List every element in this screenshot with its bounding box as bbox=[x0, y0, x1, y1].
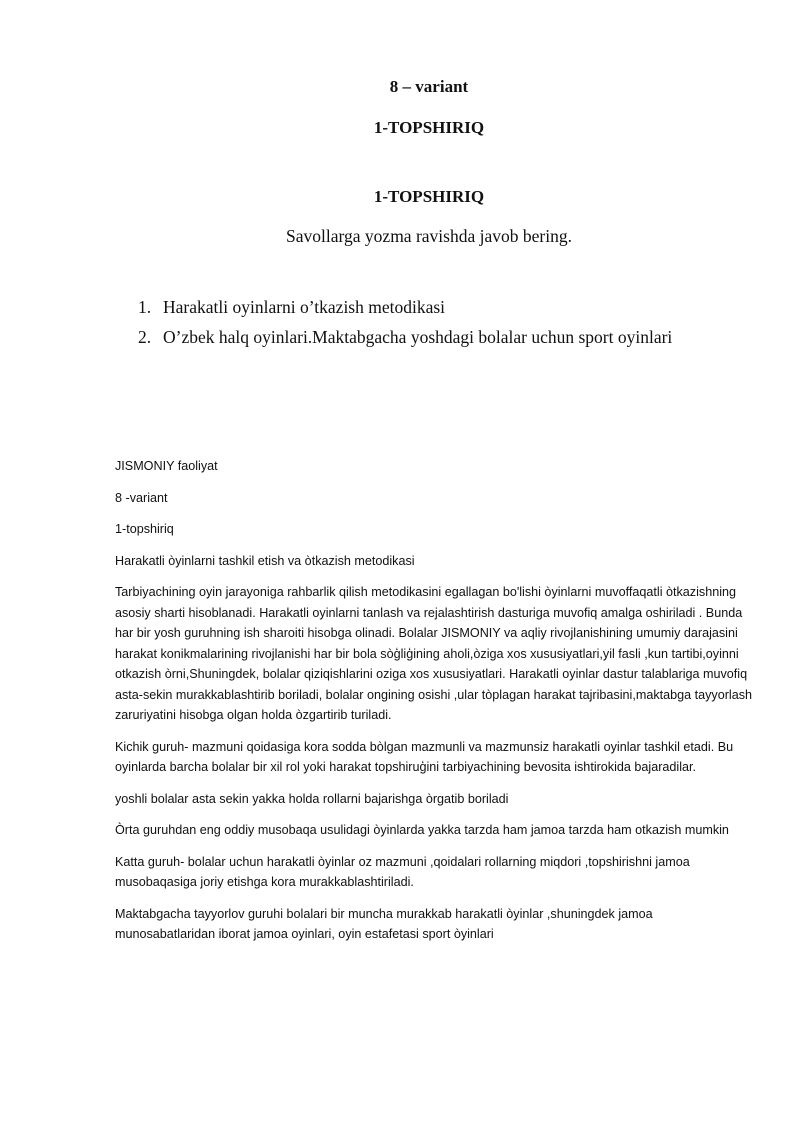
answer-body bbox=[115, 456, 755, 956]
task-title: 1-TOPSHIRIQ bbox=[373, 118, 485, 137]
paragraph: Òrta guruhdan eng oddiy musobaqa usulidagi òyinlarda yakka tarzda ham jamoa tarzda ham otkazish mumkin bbox=[115, 823, 729, 837]
question-list bbox=[138, 294, 672, 354]
paragraph: yoshli bolalar asta sekin yakka holda rollarni bajarishga òrgatib boriladi bbox=[115, 791, 509, 806]
instruction-text: Savollarga yozma ravishda javob bering. bbox=[286, 226, 572, 246]
task-line: 1-topshiriq bbox=[115, 522, 174, 536]
paragraph: Kichik guruh- mazmuni qoidasiga kora sodda bòlgan mazmunli va mazmunsiz harakatli oyinlar tashkil etadi. Bu oyinlarda barcha bolalar bir xil rol yoki harakat topshiruģini tarbiyachining bevosita ishtirokida bajaradilar. bbox=[115, 739, 734, 774]
paragraph: Tarbiyachining oyin jarayoniga rahbarlik qilish metodikasini egallagan bo'lishi òyinlarni muvoffaqatli òtkazishning asosiy sharti hisoblanadi. Harakatli oyinlarni tanlash va rejalashtirish dasturiga muvofiq amalga oshiriladi . Bunda har bir yosh guruhning ish sharoiti hisobga olinadi. Bolalar JISMONIY va aqliy rivojlanishining umumiy darajasini harakat konikmalarining rivojlanishi har bir bola sòģliģining aholi,òziga xos xususiyatlari,yil fasli ,kun tartibi,oyinni otkazish òrni,Shuningdek, bolalar qiziqishlarini oziga xos xususiyatlari. Harakatli oyinlar dastur talablariga muvofiq asta-sekin murakkablashtirib boriladi, bolalar ongining osishi ,ular tòplagan harakat tajribasini,maktabga tayyorlash zaruriyatini hisobga olgan holda òzgartirib turiladi. bbox=[115, 585, 753, 722]
section-heading: Harakatli òyinlarni tashkil etish va òtkazish metodikasi bbox=[115, 553, 415, 568]
paragraph: Maktabgacha tayyorlov guruhi bolalari bir muncha murakkab harakatli òyinlar ,shuningdek jamoa munosabatlaridan iborat jamoa oyinlari, oyin estafetasi sport òyinlari bbox=[115, 906, 653, 941]
variant-line: 8 -variant bbox=[115, 490, 168, 505]
question-item bbox=[138, 294, 672, 324]
subject-line: JISMONIY faoliyat bbox=[115, 459, 218, 473]
task-title-repeat: 1-TOPSHIRIQ bbox=[373, 187, 485, 206]
question-text: Harakatli oyinlarni o’tkazish metodikasi bbox=[163, 297, 446, 317]
question-item bbox=[138, 324, 672, 354]
question-text: O’zbek halq oyinlari.Maktabgacha yoshdagi bolalar uchun sport oyinlari bbox=[163, 327, 673, 347]
variant-title: 8 – variant bbox=[389, 77, 469, 96]
question-number: 2. bbox=[138, 327, 152, 347]
paragraph: Katta guruh- bolalar uchun harakatli òyinlar oz mazmuni ,qoidalari rollarning miqdori ,topshirishni jamoa musobaqasiga joriy etishga kora murakkablashtiriladi. bbox=[115, 854, 690, 889]
question-number: 1. bbox=[138, 297, 152, 317]
